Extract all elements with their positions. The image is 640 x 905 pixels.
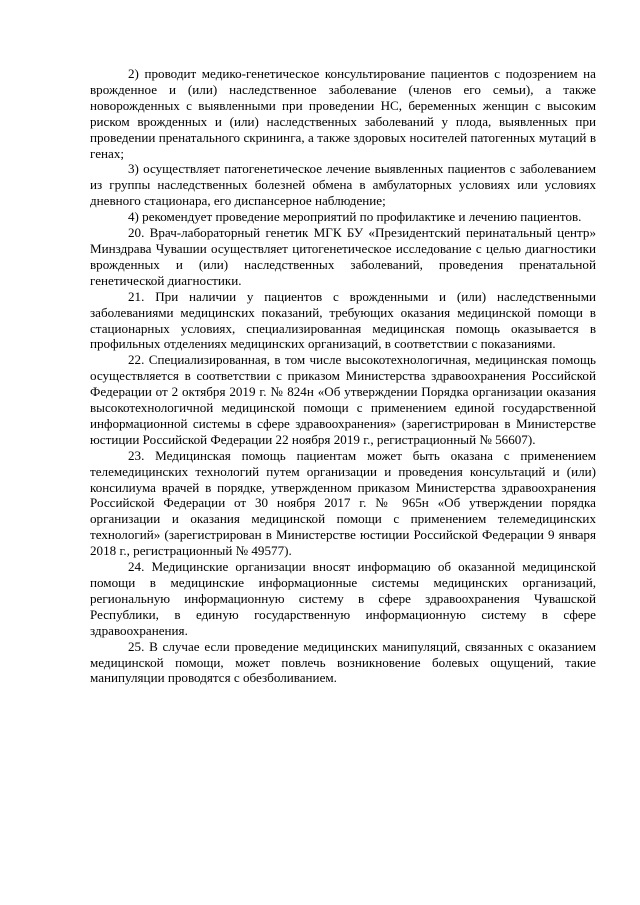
paragraph-21-inpatient-care: 21. При наличии у пациентов с врожденными и (или) наследственными заболеваниями медицинских показаний, требующих оказания медицинской помощи в стационарных условиях, специализированная медицинская помощь оказывается в профильных отделениях медицинских организаций, в соответствии с показаниями. [90,288,596,352]
paragraph-22-high-tech-care: 22. Специализированная, в том числе высокотехнологичная, медицинская помощь осуществляется в соответствии с приказом Министерства здравоохранения Российской Федерации от 2 октября 2019 г. № 824н «Об утверждении Порядка организации оказания высокотехнологичной медицинской помощи с применением единой государственной информационной системы в сфере здравоохранения» (зарегистрирован в Министерстве юстиции Российской Федерации 22 ноября 2019 г., регистрационный № 56607). [90,352,596,447]
paragraph-item-2-consultation: 2) проводит медико-генетическое консультирование пациентов с подозрением на врожденное и (или) наследственное заболевание (членов его семьи), а также новорожденных с выявленными при проведении НС, беременных женщин с высоким риском врожденных и (или) наследственных заболеваний у плода, выявленных при проведении пренатального скрининга, а также здоровых носителей патогенных мутаций в генах; [90,66,596,161]
document-body [90,66,596,686]
paragraph-25-anesthesia: 25. В случае если проведение медицинских манипуляций, связанных с оказанием медицинской помощи, может повлечь возникновение болевых ощущений, такие манипуляции проводятся с обезболиванием. [90,638,596,686]
paragraph-item-4-prevention: 4) рекомендует проведение мероприятий по профилактике и лечению пациентов. [128,209,582,225]
paragraph-item-3-treatment: 3) осуществляет патогенетическое лечение выявленных пациентов с заболеванием из группы наследственных болезней обмена в амбулаторных условиях или условиях дневного стационара, его диспансерное наблюдение; [90,161,596,209]
paragraph-23-telemedicine: 23. Медицинская помощь пациентам может быть оказана с применением телемедицинских технологий путем организации и проведения консультаций и (или) консилиума врачей в порядке, утвержденном приказом Министерства здравоохранения Российской Федерации от 30 ноября 2017 г. № 965н «Об утверждении порядка организации и оказания медицинской помощи с применением телемедицинских технологий» (зарегистрирован в Министерстве юстиции Российской Федерации 9 января 2018 г., регистрационный № 49577). [90,447,596,559]
paragraph-24-information-systems: 24. Медицинские организации вносят информацию об оказанной медицинской помощи в медицинские информационные системы медицинских организаций, региональную информационную систему в сфере здравоохранения Чувашской Республики, в единую государственную информационную систему в сфере здравоохранения. [90,559,596,638]
paragraph-20-lab-geneticist: 20. Врач-лабораторный генетик МГК БУ «Президентский перинатальный центр» Минздрава Чувашии осуществляет цитогенетическое исследование с целью диагностики врожденных и (или) наследственных заболеваний, проведения пренатальной генетической диагностики. [90,225,596,288]
